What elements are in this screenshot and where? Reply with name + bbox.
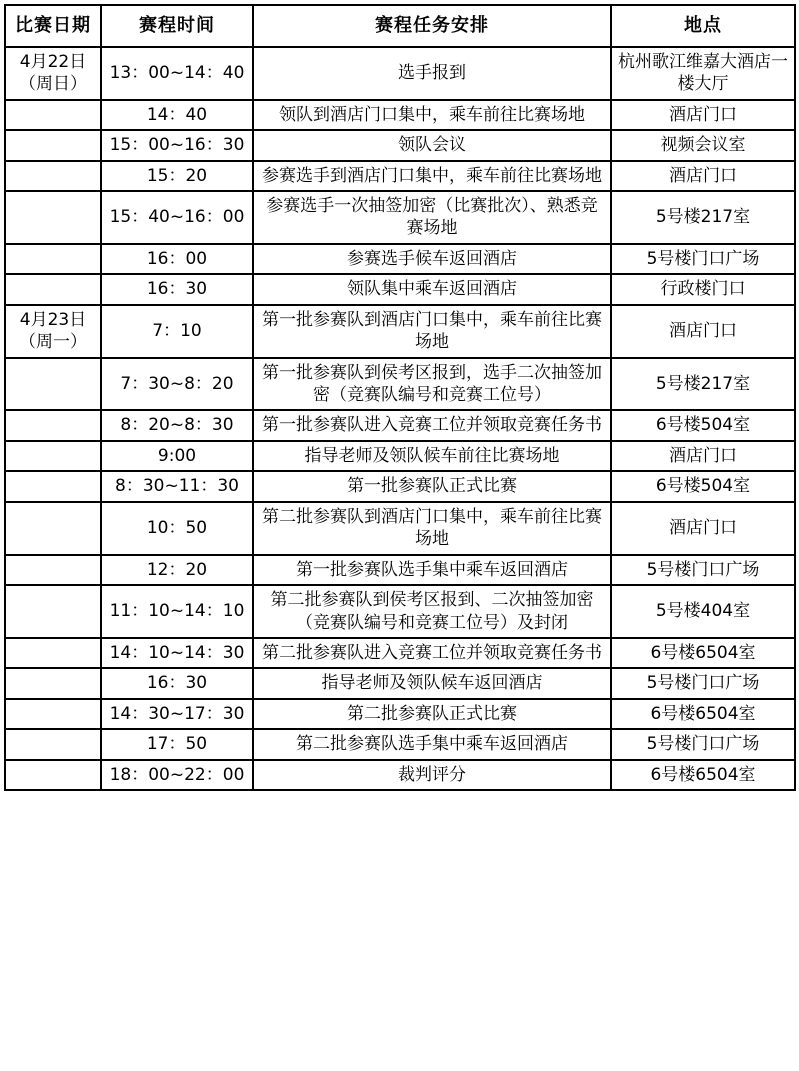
table-row	[5, 305, 795, 358]
cell-date: 4月22日（周日）	[5, 47, 101, 100]
table-row	[5, 130, 795, 160]
cell-time: 11：10~14：10	[101, 585, 253, 638]
cell-place: 行政楼门口	[611, 274, 795, 304]
competition-schedule-table	[4, 4, 796, 791]
table-header-row	[5, 5, 795, 47]
cell-date	[5, 471, 101, 501]
cell-time: 10：50	[101, 502, 253, 555]
cell-place: 酒店门口	[611, 502, 795, 555]
table-row	[5, 638, 795, 668]
cell-place: 视频会议室	[611, 130, 795, 160]
cell-date	[5, 585, 101, 638]
cell-task: 第一批参赛队正式比赛	[253, 471, 611, 501]
column-header-place: 地点	[611, 5, 795, 47]
cell-task: 指导老师及领队候车返回酒店	[253, 668, 611, 698]
cell-date	[5, 274, 101, 304]
cell-task: 指导老师及领队候车前往比赛场地	[253, 441, 611, 471]
cell-place: 5号楼门口广场	[611, 555, 795, 585]
cell-date	[5, 760, 101, 790]
cell-date	[5, 161, 101, 191]
table-row	[5, 760, 795, 790]
cell-time: 14：10~14：30	[101, 638, 253, 668]
cell-task: 第一批参赛队到侯考区报到，选手二次抽签加密（竞赛队编号和竞赛工位号）	[253, 358, 611, 411]
cell-time: 7：10	[101, 305, 253, 358]
cell-place: 酒店门口	[611, 441, 795, 471]
cell-time: 16：30	[101, 668, 253, 698]
cell-task: 第二批参赛队到侯考区报到、二次抽签加密（竞赛队编号和竞赛工位号）及封闭	[253, 585, 611, 638]
table-row	[5, 100, 795, 130]
cell-place: 6号楼6504室	[611, 760, 795, 790]
cell-time: 15：40~16：00	[101, 191, 253, 244]
column-header-task: 赛程任务安排	[253, 5, 611, 47]
table-row	[5, 358, 795, 411]
cell-date	[5, 410, 101, 440]
cell-task: 裁判评分	[253, 760, 611, 790]
cell-time: 13：00~14：40	[101, 47, 253, 100]
cell-time: 12：20	[101, 555, 253, 585]
cell-task: 领队会议	[253, 130, 611, 160]
cell-time: 17：50	[101, 729, 253, 759]
table-row	[5, 502, 795, 555]
cell-task: 第二批参赛队进入竞赛工位并领取竞赛任务书	[253, 638, 611, 668]
table-row	[5, 471, 795, 501]
cell-date	[5, 191, 101, 244]
cell-time: 7：30~8：20	[101, 358, 253, 411]
cell-date	[5, 358, 101, 411]
cell-time: 18：00~22：00	[101, 760, 253, 790]
cell-time: 15：00~16：30	[101, 130, 253, 160]
cell-task: 参赛选手到酒店门口集中，乘车前往比赛场地	[253, 161, 611, 191]
cell-task: 领队到酒店门口集中，乘车前往比赛场地	[253, 100, 611, 130]
cell-place: 6号楼6504室	[611, 638, 795, 668]
table-row	[5, 555, 795, 585]
cell-place: 6号楼504室	[611, 471, 795, 501]
cell-date	[5, 244, 101, 274]
cell-task: 选手报到	[253, 47, 611, 100]
cell-task: 第二批参赛队选手集中乘车返回酒店	[253, 729, 611, 759]
cell-date	[5, 699, 101, 729]
cell-place: 5号楼门口广场	[611, 668, 795, 698]
cell-task: 参赛选手候车返回酒店	[253, 244, 611, 274]
cell-place: 酒店门口	[611, 305, 795, 358]
cell-place: 5号楼404室	[611, 585, 795, 638]
cell-place: 5号楼门口广场	[611, 244, 795, 274]
cell-time: 14：30~17：30	[101, 699, 253, 729]
cell-time: 14：40	[101, 100, 253, 130]
cell-date: 4月23日（周一）	[5, 305, 101, 358]
cell-task: 第二批参赛队正式比赛	[253, 699, 611, 729]
cell-date	[5, 441, 101, 471]
cell-date	[5, 100, 101, 130]
table-row	[5, 191, 795, 244]
cell-place: 5号楼门口广场	[611, 729, 795, 759]
cell-place: 5号楼217室	[611, 358, 795, 411]
cell-task: 领队集中乘车返回酒店	[253, 274, 611, 304]
cell-place: 酒店门口	[611, 161, 795, 191]
table-row	[5, 47, 795, 100]
table-row	[5, 585, 795, 638]
table-row	[5, 410, 795, 440]
cell-date	[5, 729, 101, 759]
cell-place: 6号楼6504室	[611, 699, 795, 729]
cell-place: 5号楼217室	[611, 191, 795, 244]
table-row	[5, 699, 795, 729]
cell-task: 参赛选手一次抽签加密（比赛批次）、熟悉竞赛场地	[253, 191, 611, 244]
cell-place: 杭州歌江维嘉大酒店一楼大厅	[611, 47, 795, 100]
cell-time: 8：30~11：30	[101, 471, 253, 501]
table-row	[5, 274, 795, 304]
cell-date	[5, 130, 101, 160]
cell-place: 6号楼504室	[611, 410, 795, 440]
cell-time: 9:00	[101, 441, 253, 471]
cell-time: 16：30	[101, 274, 253, 304]
column-header-date: 比赛日期	[5, 5, 101, 47]
cell-task: 第一批参赛队进入竞赛工位并领取竞赛任务书	[253, 410, 611, 440]
cell-date	[5, 502, 101, 555]
cell-date	[5, 668, 101, 698]
cell-place: 酒店门口	[611, 100, 795, 130]
table-row	[5, 668, 795, 698]
cell-time: 16：00	[101, 244, 253, 274]
cell-time: 8：20~8：30	[101, 410, 253, 440]
cell-date	[5, 638, 101, 668]
cell-date	[5, 555, 101, 585]
cell-task: 第一批参赛队到酒店门口集中，乘车前往比赛场地	[253, 305, 611, 358]
table-row	[5, 244, 795, 274]
cell-task: 第一批参赛队选手集中乘车返回酒店	[253, 555, 611, 585]
cell-time: 15：20	[101, 161, 253, 191]
table-row	[5, 441, 795, 471]
column-header-time: 赛程时间	[101, 5, 253, 47]
table-row	[5, 161, 795, 191]
table-row	[5, 729, 795, 759]
cell-task: 第二批参赛队到酒店门口集中，乘车前往比赛场地	[253, 502, 611, 555]
